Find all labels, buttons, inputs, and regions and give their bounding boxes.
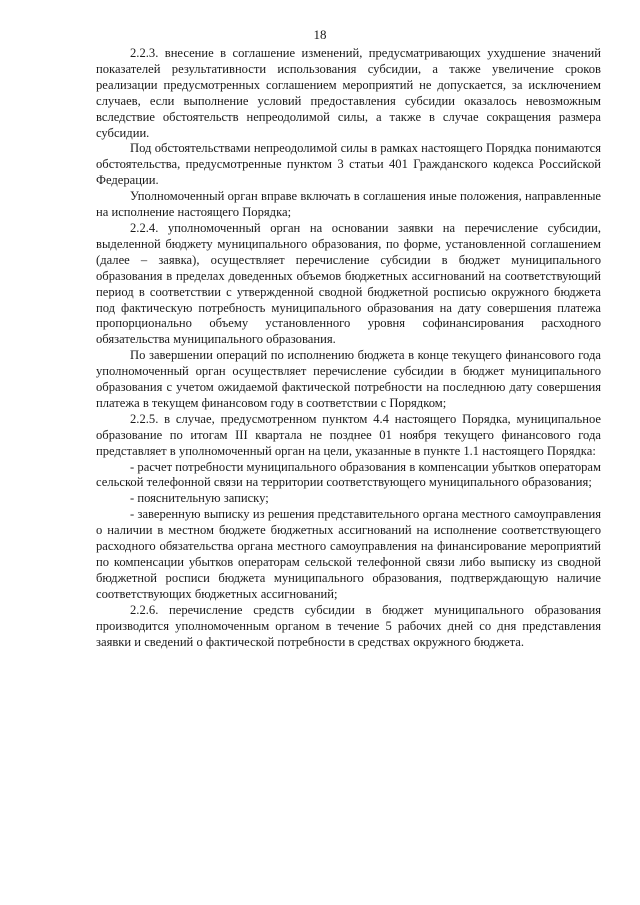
document-body bbox=[96, 46, 601, 650]
paragraph-year-end-transfer: По завершении операций по исполнению бюджета в конце текущего финансового года уполномоченный орган осуществляет перечисление субсидии в бюджет муниципального образования с учетом ожидаемой фактической потребности на последнюю дату совершения платежа в текущем финансовом году в соответствии с Порядком; bbox=[96, 348, 601, 410]
list-item-calculation: - расчет потребности муниципального образования в компенсации убытков операторам сельской телефонной связи на территории соответствующего муниципального образования; bbox=[96, 459, 601, 490]
paragraph-2-2-4: 2.2.4. уполномоченный орган на основании заявки на перечисление субсидии, выделенной бюджету муниципального образования, по форме, установленной соглашением (далее – заявка), осуществляет перечисление субсидии в бюджет муниципального образования в пределах доведенных объемов бюджетных ассигнований на соответствующий период в соответствии с утвержденной сводной бюджетной росписью окружного бюджета под фактическую потребность муниципального образования на дату совершения платежа пропорционально объему установленного уровня софинансирования расходного обязательства муниципального образования. bbox=[96, 220, 601, 347]
paragraph-2-2-5: 2.2.5. в случае, предусмотренном пунктом 4.4 настоящего Порядка, муниципальное образование по итогам III квартала не позднее 01 ноября текущего финансового года представляет в уполномоченный орган на цели, указанные в пункте 1.1 настоящего Порядка: bbox=[96, 411, 601, 458]
list-item-explanatory-note: - пояснительную записку; bbox=[130, 491, 269, 506]
paragraph-other-provisions: Уполномоченный орган вправе включать в соглашения иные положения, направленные на исполнение настоящего Порядка; bbox=[96, 189, 601, 220]
paragraph-2-2-6: 2.2.6. перечисление средств субсидии в бюджет муниципального образования производится уполномоченным органом в течение 5 рабочих дней со дня представления заявки и сведений о фактической потребности в средствах окружного бюджета. bbox=[96, 602, 601, 649]
paragraph-force-majeure: Под обстоятельствами непреодолимой силы в рамках настоящего Порядка понимаются обстоятельства, предусмотренные пунктом 3 статьи 401 Гражданского кодекса Российской Федерации. bbox=[96, 141, 601, 188]
paragraph-2-2-3: 2.2.3. внесение в соглашение изменений, предусматривающих ухудшение значений показателей результативности использования субсидии, а также увеличение сроков реализации предусмотренных соглашением мероприятий не допускается, за исключением случаев, если выполнение условий предоставления субсидии оказалось невозможным вследствие обстоятельств непреодолимой силы, а также в случае сокращения размера субсидии. bbox=[96, 46, 601, 140]
page-number: 18 bbox=[313, 27, 327, 42]
list-item-certified-extract: - заверенную выписку из решения представительного органа местного самоуправления о наличии в местном бюджете бюджетных ассигнований на исполнение соответствующего расходного обязательства органа местного самоуправления на финансирование мероприятий по компенсации убытков операторам сельской телефонной связи либо выписку из сводной бюджетной росписи бюджета муниципального образования, подтверждающую наличие соответствующих бюджетных ассигнований; bbox=[96, 507, 601, 601]
